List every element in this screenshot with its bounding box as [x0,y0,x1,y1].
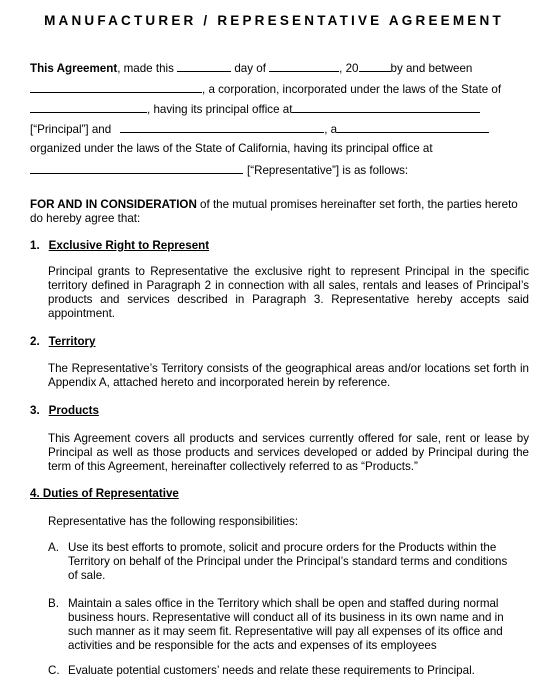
section-4-heading: 4. Duties of Representative [30,487,179,500]
list-item-text: Use its best efforts to promote, solicit and procure orders for the Products within the Territory on behalf of the Principal under the Principal’s standard terms and conditions of sale. [68,541,508,582]
section-2-body: The Representative’s Territory consists of the geographical areas and/or locations set forth in Appendix A, attached hereto and incorporated herein by reference. [48,362,529,389]
list-marker: A. [48,541,59,554]
intro-line-5: organized under the laws of the State of California, having its principal office at [30,142,433,155]
section-title: Products [48,404,99,417]
section-2-heading: 2. Territory [30,335,96,348]
document-title: MANUFACTURER / REPRESENTATIVE AGREEMENT [44,13,504,28]
list-marker: B. [48,597,59,610]
duty-item-a [48,541,528,583]
section-4-body: Representative has the following responsibilities: [48,515,299,528]
intro-line-3: , having its principal office at [30,101,480,117]
principal-office-blank[interactable] [292,101,480,113]
principal-name-blank[interactable] [30,81,202,93]
entity-type-blank[interactable] [337,121,489,133]
section-title: Territory [48,335,96,348]
consideration-paragraph: FOR AND IN CONSIDERATION of the mutual promises hereinafter set forth, the parties hereto do hereby agree that: [30,198,518,225]
list-marker: C. [48,664,60,677]
representative-office-blank[interactable] [30,162,243,174]
intro-line-6: [“Representative”] is as follows: [30,162,408,178]
duty-item-c [48,664,528,678]
section-title: Exclusive Right to Represent [48,239,210,252]
duty-item-b [48,597,528,653]
month-blank[interactable] [269,60,339,72]
list-item-text: Maintain a sales office in the Territory which shall be open and staffed during normal business hours. Representative will conduct all of its business in its own name and in such manner as it may seem fit. Representative will pay all expenses of its office and activities and be responsible for the acts and expenses of its employees [68,597,504,652]
intro-line-2: , a corporation, incorporated under the laws of the State of [30,81,501,97]
intro-line-1: This Agreement, made this day of , 20 by and between [30,62,473,75]
intro-line-4: [“Principal”] and , a [30,121,489,137]
year-blank[interactable] [359,60,391,72]
representative-name-blank[interactable] [120,121,324,133]
state-blank[interactable] [30,101,147,113]
section-title: Duties of Representative [42,487,179,500]
section-3-heading: 3. Products [30,404,99,417]
agreement-label: This Agreement [30,62,118,75]
section-3-body: This Agreement covers all products and services currently offered for sale, rent or lease by Principal as well as those products and services developed or added by Principal during the term of this Agreement, hereinafter collectively referred to as “Products.” [48,432,529,473]
section-1-body: Principal grants to Representative the exclusive right to represent Principal in the specific territory defined in Paragraph 2 in connection with all sales, rentals and leases of Principal’s products and services described in Paragraph 3. Representative hereby accepts said appointment. [48,265,529,320]
day-blank[interactable] [177,60,231,72]
list-item-text: Evaluate potential customers’ needs and relate these requirements to Principal. [68,664,475,677]
section-1-heading: 1. Exclusive Right to Represent [30,239,210,252]
